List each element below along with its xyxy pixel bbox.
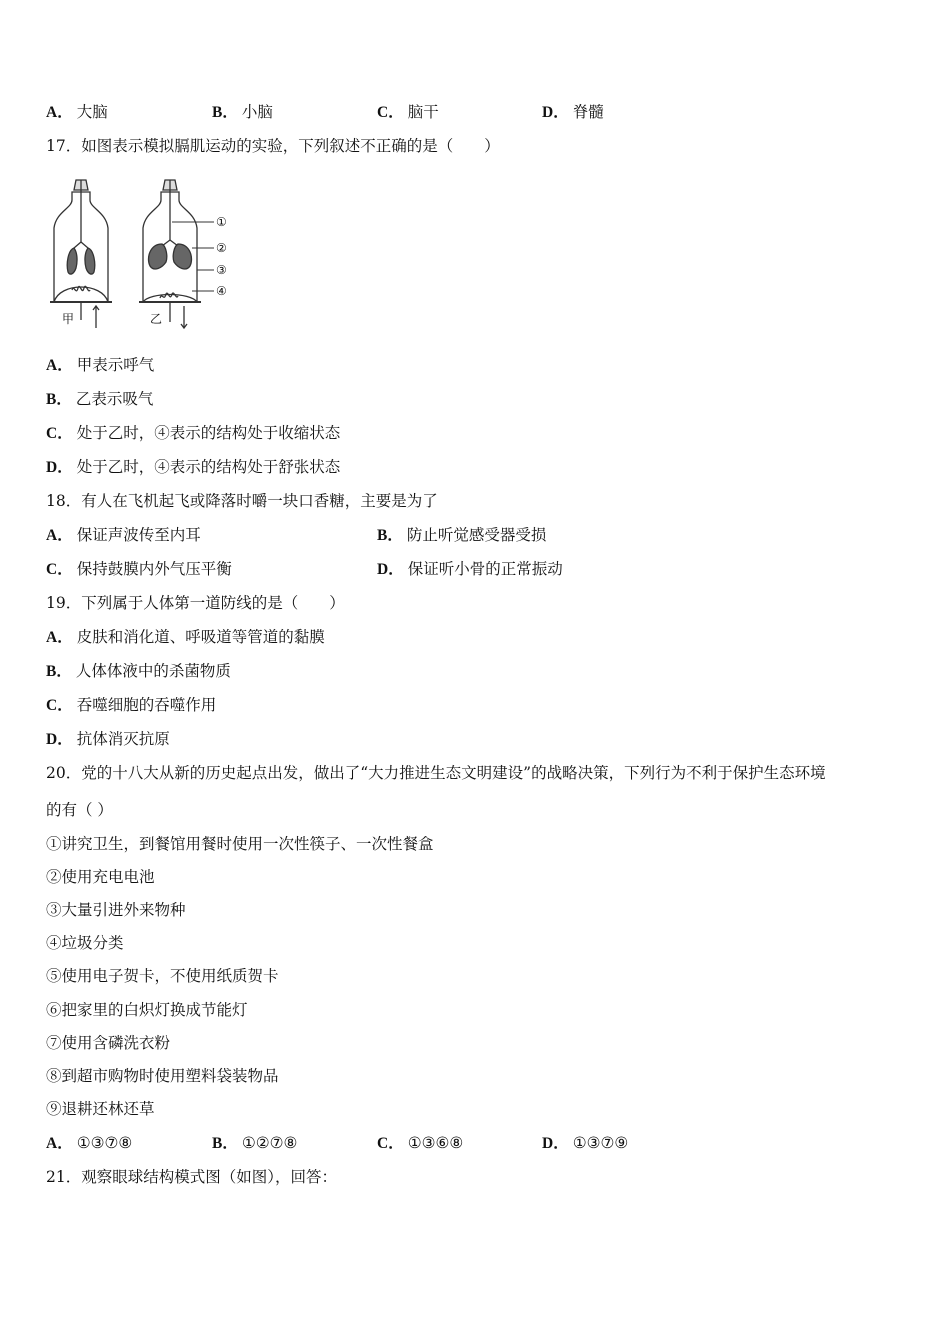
q17-option-b: B． 乙表示吸气 bbox=[46, 390, 154, 408]
q20-item: ⑧到超市购物时使用塑料袋装物品 bbox=[46, 1067, 279, 1085]
q19-option-b: B． 人体体液中的杀菌物质 bbox=[46, 662, 231, 680]
q20-item: ④垃圾分类 bbox=[46, 934, 124, 952]
q17-option-a: A． 甲表示呼气 bbox=[46, 356, 155, 374]
q16-option-a: A． 大脑 bbox=[46, 103, 108, 121]
q19-stem: 19．下列属于人体第一道防线的是（ ） bbox=[46, 594, 345, 612]
q19-option-d: D． 抗体消灭抗原 bbox=[46, 730, 170, 748]
q20-item: ②使用充电电池 bbox=[46, 868, 155, 886]
q20-item: ③大量引进外来物种 bbox=[46, 901, 186, 919]
q20-item: ⑦使用含磷洗衣粉 bbox=[46, 1034, 171, 1052]
marker-1: ① bbox=[216, 215, 227, 229]
q18-option-d: D． 保证听小骨的正常振动 bbox=[377, 560, 563, 578]
q20-item: ①讲究卫生，到餐馆用餐时使用一次性筷子、一次性餐盒 bbox=[46, 835, 434, 853]
label-yi: 乙 bbox=[150, 312, 163, 326]
diaphragm-model-figure bbox=[46, 172, 246, 332]
q17-stem: 17．如图表示模拟膈肌运动的实验，下列叙述不正确的是（ ） bbox=[46, 137, 500, 155]
q18-option-a: A． 保证声波传至内耳 bbox=[46, 526, 201, 544]
q20-item: ⑥把家里的白炽灯换成节能灯 bbox=[46, 1001, 248, 1019]
q16-option-d: D． 脊髓 bbox=[542, 103, 604, 121]
q16-option-b: B． 小脑 bbox=[212, 103, 273, 121]
q19-option-a: A． 皮肤和消化道、呼吸道等管道的黏膜 bbox=[46, 628, 325, 646]
q17-option-d: D． 处于乙时，④表示的结构处于舒张状态 bbox=[46, 458, 341, 476]
label-jia: 甲 bbox=[62, 312, 75, 326]
marker-2: ② bbox=[216, 241, 227, 255]
q20-option-d: D． ①③⑦⑨ bbox=[542, 1134, 629, 1152]
q20-option-b: B． ①②⑦⑧ bbox=[212, 1134, 298, 1152]
marker-3: ③ bbox=[216, 263, 227, 277]
q20-stem-line1: 20．党的十八大从新的历史起点出发，做出了“大力推进生态文明建设”的战略决策，下列行为不利于保护生态环境 bbox=[46, 764, 826, 782]
q16-option-c: C． 脑干 bbox=[377, 103, 439, 121]
q20-stem-line2: 的有（ ） bbox=[46, 801, 113, 819]
bell-jar-diagram bbox=[46, 172, 246, 332]
q20-option-c: C． ①③⑥⑧ bbox=[377, 1134, 464, 1152]
q20-item: ⑨退耕还林还草 bbox=[46, 1100, 155, 1118]
q18-stem: 18．有人在飞机起飞或降落时嚼一块口香糖，主要是为了 bbox=[46, 492, 438, 510]
q20-item: ⑤使用电子贺卡，不使用纸质贺卡 bbox=[46, 967, 279, 985]
q21-stem: 21．观察眼球结构模式图（如图），回答： bbox=[46, 1168, 337, 1186]
q19-option-c: C． 吞噬细胞的吞噬作用 bbox=[46, 696, 217, 714]
q20-option-a: A． ①③⑦⑧ bbox=[46, 1134, 133, 1152]
q17-option-c: C． 处于乙时，④表示的结构处于收缩状态 bbox=[46, 424, 341, 442]
q18-option-b: B． 防止听觉感受器受损 bbox=[377, 526, 547, 544]
marker-4: ④ bbox=[216, 284, 227, 298]
q18-option-c: C． 保持鼓膜内外气压平衡 bbox=[46, 560, 232, 578]
